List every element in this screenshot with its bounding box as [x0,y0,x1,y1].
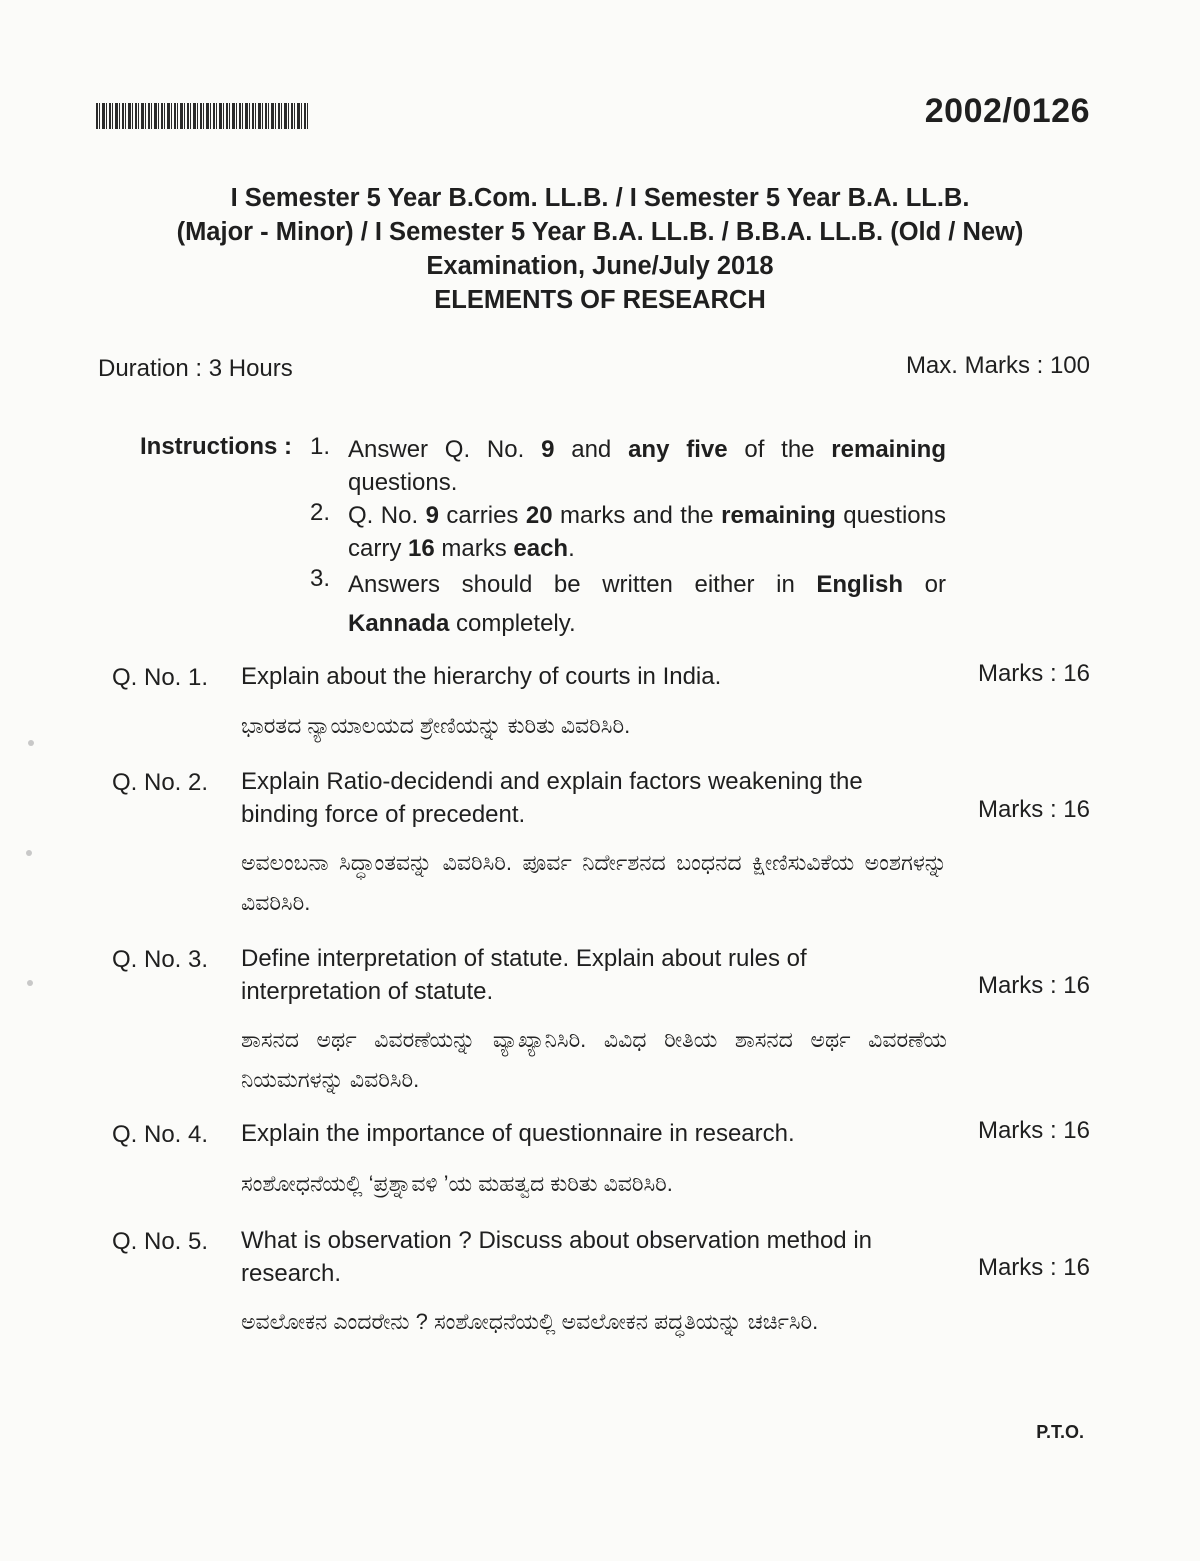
question-marks: Marks : 16 [977,660,1090,687]
instruction-part: . [568,535,575,562]
question-number: Q. No. 5. [112,1228,209,1255]
question-marks: Marks : 16 [977,796,1090,823]
header-line-2: (Major - Minor) / I Semester 5 Year B.A. LL.B. / B.B.A. LL.B. (Old / New) [176,218,1024,246]
instruction-part: any five [628,436,728,463]
question-text: What is observation ? Discuss about observation method in research. [241,1227,872,1287]
instruction-part: carries [438,502,526,529]
scan-speck [27,980,33,986]
exam-header [80,181,1120,317]
question-text: Explain Ratio-decidendi and explain factors weakening the binding force of precedent. [241,768,863,828]
instruction-part: Answers should be written either in [348,571,817,598]
paper-code: 2002/0126 [924,92,1090,130]
question-kannada: ಶಾಸನದ ಅರ್ಥ ವಿವರಣೆಯನ್ನು ವ್ಯಾಖ್ಯಾನಿಸಿರಿ. ವಿವಿಧ ರೀತಿಯ ಶಾಸನದ ಅರ್ಥ ವಿವರಣೆಯ ನಿಯಮಗಳನ್ನು ವಿವರಿಸಿರಿ. [241,1027,947,1092]
instruction-text [348,433,946,499]
instruction-number: 3. [310,565,331,592]
instruction-part: 9 [425,502,439,529]
question-text: Explain the importance of questionnaire in research. [241,1120,795,1147]
instruction-part: marks [434,535,514,562]
instruction-part: English [816,571,904,598]
max-marks: Max. Marks : 100 [905,352,1090,379]
instruction-number: 2. [310,499,331,526]
instruction-part: Kannada [348,610,450,637]
instruction-part: completely. [449,610,576,637]
instruction-part: and [554,436,629,463]
question-kannada: ಅವಲಂಬನಾ ಸಿದ್ಧಾಂತವನ್ನು ವಿವರಿಸಿರಿ. ಪೂರ್ವ ನಿರ್ದೇಶನದ ಬಂಧನದ ಕ್ಷೀಣಿಸುವಿಕೆಯ ಅಂಶಗಳನ್ನು ವಿವರಿಸಿರಿ. [241,850,947,915]
scan-speck [28,740,34,746]
instruction-number: 1. [310,433,331,460]
scan-speck [26,850,32,856]
question-number: Q. No. 1. [112,664,209,691]
instructions-label: Instructions : [140,433,293,460]
instruction-part: 16 [408,535,435,562]
instruction-text [348,499,946,565]
question-kannada: ಭಾರತದ ನ್ಯಾಯಾಲಯದ ಶ್ರೇಣಿಯನ್ನು ಕುರಿತು ವಿವರಿಸಿರಿ. [241,713,631,738]
pto-label: P.T.O. [1036,1422,1084,1442]
instruction-part: Q. No. [348,502,426,529]
instruction-part: marks and the [552,502,722,529]
instruction-text [348,565,946,643]
question-number: Q. No. 4. [112,1121,209,1148]
header-line-3: Examination, June/July 2018 [426,252,774,280]
question-marks: Marks : 16 [977,972,1090,999]
instruction-part: or [903,571,946,598]
exam-title: ELEMENTS OF RESEARCH [434,286,766,314]
instruction-part: 20 [525,502,553,529]
instruction-part: each [513,535,569,562]
instruction-part: remaining [721,502,836,529]
question-number: Q. No. 3. [112,946,209,973]
instruction-part: questions. [348,469,458,496]
header-line-1: I Semester 5 Year B.Com. LL.B. / I Semester 5 Year B.A. LL.B. [230,184,970,212]
instruction-part: Answer Q. No. [348,436,542,463]
duration: Duration : 3 Hours [98,355,293,382]
question-text: Explain about the hierarchy of courts in India. [241,663,722,690]
barcode-image [96,103,310,129]
question-number: Q. No. 2. [112,769,209,796]
question-marks: Marks : 16 [977,1117,1090,1144]
question-kannada: ಸಂಶೋಧನೆಯಲ್ಲಿ ‘ಪ್ರಶ್ನಾವಳಿ ’ಯ ಮಹತ್ವದ ಕುರಿತು ವಿವರಿಸಿರಿ. [241,1171,673,1196]
question-kannada: ಅವಲೋಕನ ಎಂದರೇನು ? ಸಂಶೋಧನೆಯಲ್ಲಿ ಅವಲೋಕನ ಪದ್ಧತಿಯನ್ನು ಚರ್ಚಿಸಿರಿ. [241,1309,819,1334]
instruction-part: of the [727,436,832,463]
question-text: Define interpretation of statute. Explain about rules of interpretation of statute. [241,945,807,1005]
question-marks: Marks : 16 [977,1254,1090,1281]
instruction-part: remaining [831,436,946,463]
instruction-part: 9 [541,436,555,463]
instruction-part: questions carry [348,502,946,562]
